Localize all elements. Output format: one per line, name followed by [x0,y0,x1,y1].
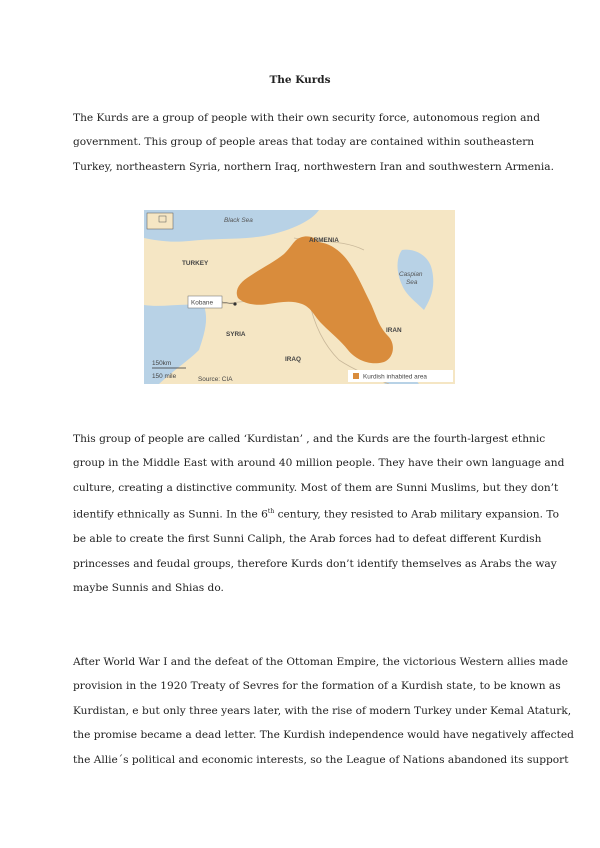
text-line: Turkey, northeastern Syria, northern Iraq, northwestern Iran and southwestern Armenia. [73,160,554,173]
text-line: the promise became a dead letter. The Kurdish independence would have negatively affected [73,729,574,742]
label-caspian-2: Sea [406,279,418,286]
document-title: The Kurds [269,74,331,86]
map-graphic [144,210,455,384]
label-syria: SYRIA [226,331,246,338]
text-segment: century, they resisted to Arab military expansion. To [274,508,559,521]
text-line: princesses and feudal groups, therefore Kurds don’t identify themselves as Arabs the way [73,557,557,570]
label-iraq: IRAQ [285,356,301,363]
paragraph-intro [73,106,554,179]
text-line: After World War I and the defeat of the Ottoman Empire, the victorious Western allies made [73,656,569,668]
text-segment: identify ethnically as Sunni. In the 6 [73,508,268,521]
text-line: Kurdistan, e but only three years later, with the rise of modern Turkey under Kemal Ataturk, [73,704,572,717]
inset-locator [147,213,173,229]
scale-mile: 150 mile [152,373,177,380]
paragraph-history [73,650,574,772]
label-kobane: Kobane [191,299,214,307]
superscript: th [267,508,275,516]
label-black-sea: Black Sea [224,217,253,224]
text-line: group in the Middle East with around 40 million people. They have their own language and [73,457,565,470]
text-line [73,500,559,527]
map-source: Source: CIA [198,376,233,383]
legend-swatch [353,373,359,379]
label-armenia: ARMENIA [309,237,339,244]
kurdish-area-map [144,210,455,384]
label-turkey: TURKEY [182,260,209,267]
text-line: The Kurds are a group of people with their own security force, autonomous region and [73,112,541,124]
text-line: government. This group of people areas that today are contained within southeastern [73,136,535,149]
label-caspian-1: Caspian [399,271,423,278]
text-line: be able to create the first Sunni Caliph, the Arab forces had to defeat different Kurdish [73,533,542,546]
text-line: This group of people are called ‘Kurdistan’ , and the Kurds are the fourth-largest ethnic [73,433,546,445]
text-line: the Allie´s political and economic interests, so the League of Nations abandoned its support [73,753,569,766]
paragraph-kurdistan [73,427,565,600]
text-line: maybe Sunnis and Shias do. [73,581,224,594]
label-iran: IRAN [386,327,402,334]
text-line: culture, creating a distinctive community. Most of them are Sunni Muslims, but they don’t [73,481,559,494]
legend-label: Kurdish inhabited area [363,373,427,381]
text-line: provision in the 1920 Treaty of Sevres for the formation of a Kurdish state, to be known as [73,680,561,693]
scale-km: 150km [152,360,172,367]
